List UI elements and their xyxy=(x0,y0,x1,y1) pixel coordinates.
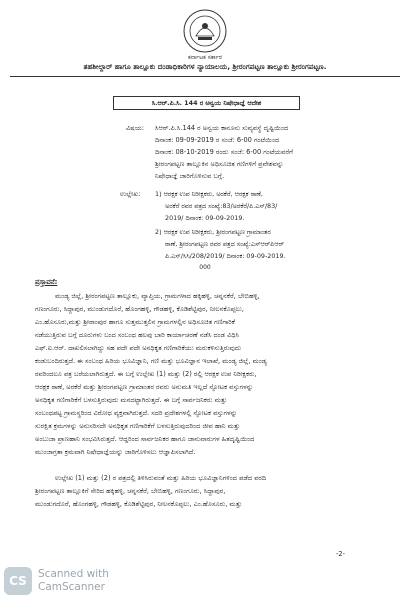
body-line: ಉಲ್ಲೇಖ (1) ಮತ್ತು (2) ರ ಪತ್ರದಲ್ಲಿ ತಿಳಿಸಿರುವಂತೆ ಮತ್ತು ಹಿರಿಯ ಭೂವಿಜ್ಞಾನಿಗಳಿಂದ ಪಡೆದ ವರದಿ xyxy=(55,474,267,482)
body-line: ಸಂಬಂಧಪಟ್ಟ ಗ್ರಾಮಸ್ಥರಿಂದ ವಿರೋಧ ವ್ಯಕ್ತವಾಗಿರುತ್ತದೆ. ಸದರಿ ಪ್ರದೇಶಗಳಲ್ಲಿ ಸ್ಫೋಟಕ ವಸ್ತುಗಳನ್ನು xyxy=(35,409,238,417)
order-title: ಸಿ.ಆರ್.ಪಿ.ಸಿ. 144 ರ ಅನ್ವಯ ನಿಷೇಧಾಜ್ಞೆ ಆದೇಶ xyxy=(113,96,300,110)
reference-line: 2019/ ದಿನಾಂಕ: 09-09-2019. xyxy=(165,214,245,222)
reference-line: 1) ಆರಕ್ಷಕ ಉಪ ನಿರೀಕ್ಷಕರು, ಅರಕೆರೆ, ಆರಕ್ಷಕ ಠಾಣೆ, xyxy=(155,190,263,198)
body-line: ನಡೆಯುತ್ತಿರುವ ಬಗ್ಗೆ ದೂರುಗಳು ಬಂದ ಸಂಬಂಧ ಹಲವು ಬಾರಿ ಕಾರ್ಯಾಚರಣೆ ನಡೆಸಿ ದಂಡ ವಿಧಿಸಿ xyxy=(35,331,240,339)
preamble-title: ಪ್ರಸ್ತಾವನೆ: xyxy=(35,278,58,286)
camscanner-logo-icon: CS xyxy=(4,567,32,595)
header-divider xyxy=(10,76,400,77)
body-line: ರವರಿಂದಲೂ ಪತ್ರ ಬರೆಯಲಾಗಿರುತ್ತದೆ. ಈ ಬಗ್ಗೆ ಉಲ್ಲೇಖ (1) ಮತ್ತು (2) ರಲ್ಲಿ ಆರಕ್ಷಕ ಉಪ ನಿರೀಕ್ಷಕರು, xyxy=(35,370,257,378)
reference-line: ಅರಕೆರೆ ರವರ ಪತ್ರದ ಸಂಖ್ಯೆ:83/ಅರಕೆರೆ/ಪಿ.ಎಸ್/83/ xyxy=(165,202,278,210)
body-line: ಅಂಬುಜಾ ಪ್ರಾಣಹಾನಿ ಸಂಭವಿಸಿರುತ್ತದೆ. ಆದ್ದರಿಂದ ಸಾರ್ವಜನಿಕರ ಹಾಗೂ ಜಾನುವಾರುಗಳ ಹಿತದೃಷ್ಟಿಯಿಂದ xyxy=(35,435,255,443)
body-line: ಆರಕ್ಷಕ ಠಾಣೆ, ಅರಕೆರೆ ಮತ್ತು ಶ್ರೀರಂಗಪಟ್ಟಣ ಗ್ರಾಮಾಂತರ ರವರು ಅನುಮತಿ ಇಲ್ಲದೆ ಸ್ಫೋಟಕ ವಸ್ತುಗಳನ್ನು xyxy=(35,383,254,391)
watermark-line: Scanned with xyxy=(38,568,109,580)
body-line: ಸುರಕ್ಷಿತ ಕ್ರಮಗಳನ್ನು ಅನುಸರಿಸದೇ ಅನಧಿಕೃತ ಗಣಿಗಾರಿಕೆಗೆ ಬಳಸುತ್ತಿರುವುದರಿಂದ ಜೀವ ಹಾನಿ ಮತ್ತು xyxy=(35,422,241,430)
reference-line: 2) ಆರಕ್ಷಕ ಉಪ ನಿರೀಕ್ಷಕರು, ಶ್ರೀರಂಗಪಟ್ಟಣ ಗ್ರಾಮಾಂತರ xyxy=(155,228,271,236)
subject-label: ವಿಷಯ: xyxy=(126,124,145,132)
body-line: ಮುಂಡುಗದೊರೆ, ಹೊಂಗಹಳ್ಳಿ, ಗೌಡಹಳ್ಳಿ, ಕೊಡಿಶೆಟ್ಟಿಪುರ, ನೀಲನಕೊಪ್ಪಲು, ಎಂ.ಹೊಸೂರು, ಮತ್ತು xyxy=(35,500,242,508)
reference-line: ಠಾಣೆ, ಶ್ರೀರಂಗಪಟ್ಟಣ ರವರ ಪತ್ರದ ಸಂಖ್ಯೆ:ಎಸ್‌ಆರ್‌ಪಿಆರ್ xyxy=(165,240,284,248)
subject-line: ಸಿಆರ್.ಪಿ.ಸಿ.144 ರ ಅನ್ವಯ ಕಾನೂನು ಸುವ್ಯವಸ್ಥೆ ದೃಷ್ಟಿಯಿಂದ xyxy=(155,124,289,132)
body-line: ಕಂಡುಬಂದಿರುತ್ತದೆ. ಈ ಸಂಬಂಧ ಹಿರಿಯ ಭೂವಿಜ್ಞಾನಿ, ಗಣಿ ಮತ್ತು ಭೂವಿಜ್ಞಾನ ಇಲಾಖೆ, ಮಂಡ್ಯ ಜಿಲ್ಲೆ, ಮಂಡ್ಯ xyxy=(35,357,267,365)
body-line: ಗಣಂಗೂರು, ಸಿದ್ದಾಪುರ, ಮುಂಡುಗದೊರೆ, ಹೊಂಗಹಳ್ಳಿ, ಗೌಡಹಳ್ಳಿ, ಕೊಡಿಶೆಟ್ಟಿಪುರ, ನೀಲನಕೊಪ್ಪಲು, xyxy=(35,305,245,313)
body-line: ಎಂ.ಹೊಸೂರು,ಮತ್ತು ಶ್ರೀರಾಂಪುರ ಹಾಗೂ ಸುತ್ತಮುತ್ತಲಿನ ಗ್ರಾಮಗಳಲ್ಲಿನ ಅಧಿಸೂಚಿತ ಗಣಿಗಾರಿಕೆ xyxy=(35,318,236,326)
body-line: ಶ್ರೀರಂಗಪಟ್ಟಣ ತಾಲ್ಲೂಕಿಗೆ ಸೇರಿದ ಹಕ್ಕಿಹಳ್ಳಿ, ಚನ್ನನಕೆರೆ, ಬೇಬಿಹಳ್ಳಿ, ಗಣಂಗೂರು, ಸಿದ್ದಾಪುರ, xyxy=(35,487,226,495)
body-line: ಎಫ್.ಐ.ಆರ್. ದಾಖಲಿಸಲಾಗಿದ್ದು ಸಹ ಪದೇ ಪದೇ ಅನಧಿಕೃತ ಗಣಿಗಾರಿಕೆಯು ಮರುಕಳಿಸುತ್ತಿರುವುದು xyxy=(35,344,242,352)
karnataka-emblem-icon xyxy=(182,8,228,54)
reference-line: ಪಿ.ಎಸ್/ಸಿಸಿ/208/2019/ ದಿನಾಂಕ: 09-09-2019. xyxy=(165,252,286,260)
body-line: ಅನಧಿಕೃತ ಗಣಿಗಾರಿಕೆಗೆ ಬಳಸುತ್ತಿರುವುದು ಮನದಟ್ಟಾಗಿರುತ್ತದೆ. ಈ ಬಗ್ಗೆ ಸಾರ್ವಜನಿಕರು ಮತ್ತು xyxy=(35,396,227,404)
watermark-text xyxy=(38,568,109,594)
page-number: -2- xyxy=(336,550,345,558)
office-heading: ತಹಶೀಲ್ದಾರ್ ಹಾಗೂ ತಾಲ್ಲೂಕು ದಂಡಾಧಿಕಾರಿಗಳ ನ್ಯಾಯಾಲಯ, ಶ್ರೀರಂಗಪಟ್ಟಣ ತಾಲ್ಲೂಕು ಶ್ರೀರಂಗಪಟ್ಟಣ. xyxy=(83,62,327,71)
separator: 000 xyxy=(199,264,211,271)
subject-line: ದಿನಾಂಕ: 09-09-2019 ರ ಸಂಜೆ: 6-00 ಗಂಟೆಯಿಂದ xyxy=(155,136,280,144)
body-line: ಮಂಡ್ಯ ಜಿಲ್ಲೆ, ಶ್ರೀರಂಗಪಟ್ಟಣ ತಾಲ್ಲೂಕು, ವ್ಯಾಪ್ತಿಯ, ಗ್ರಾಮಗಳಾದ ಹಕ್ಕಿಹಳ್ಳಿ, ಚನ್ನನಕೆರೆ, ಬೇಬಿಹಳ್ಳಿ, xyxy=(55,292,260,300)
subject-line: ದಿನಾಂಕ: 08-10-2019 ರಂದು ಸಂಜೆ: 6-00 ಗಂಟೆಯವರೆಗೆ xyxy=(155,148,293,156)
references-label: ಉಲ್ಲೇಖ: xyxy=(120,190,141,198)
camscanner-watermark xyxy=(4,567,164,597)
subject-line: ನಿಷೇಧಾಜ್ಞೆ ಜಾರಿಗೊಳಿಸುವ ಬಗ್ಗೆ. xyxy=(155,172,225,180)
subject-line: ಶ್ರೀರಂಗಪಟ್ಟಣ ತಾಲ್ಲೂಕಿನ ಅಧಿಸೂಚಿತ ಗಣಿಗಳಿಗೆ ಪ್ರವೇಶವನ್ನು xyxy=(155,160,284,168)
body-line: ಮುಂಜಾಗ್ರತಾ ಕ್ರಮವಾಗಿ ನಿಷೇಧಾಜ್ಞೆಯನ್ನು ಜಾರಿಗೊಳಿಸಲು ಆಜ್ಞಾಪಿಸಲಾಗಿದೆ. xyxy=(35,448,196,456)
watermark-line: CamScanner xyxy=(38,581,105,593)
government-label: ಕರ್ನಾಟಕ ಸರ್ಕಾರ xyxy=(187,54,223,61)
